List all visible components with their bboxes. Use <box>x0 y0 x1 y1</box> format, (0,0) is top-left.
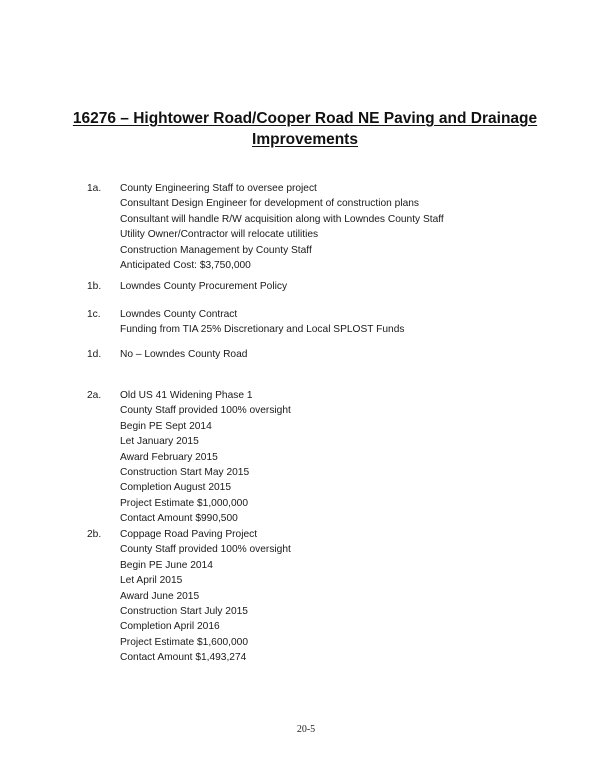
item-line: Award June 2015 <box>120 590 200 602</box>
item-line: Construction Management by County Staff <box>120 244 312 256</box>
item-lines <box>120 388 550 527</box>
item-line: County Staff provided 100% oversight <box>120 405 291 417</box>
item-line: Anticipated Cost: $3,750,000 <box>120 260 251 272</box>
item-line: Old US 41 Widening Phase 1 <box>120 390 253 401</box>
item-lines <box>120 307 550 338</box>
item-line: Award February 2015 <box>120 451 218 463</box>
item-line: Contact Amount $990,500 <box>120 513 238 525</box>
item-number: 2a. <box>87 390 102 401</box>
item-number: 1c. <box>87 309 101 320</box>
item-line: Consultant Design Engineer for development of construction plans <box>120 198 420 210</box>
item-line: Project Estimate $1,600,000 <box>120 636 248 648</box>
item-lines <box>120 279 550 294</box>
item-line: Construction Start May 2015 <box>120 467 250 479</box>
title-line-1: 16276 – Hightower Road/Cooper Road NE Paving and Drainage <box>72 110 538 127</box>
item-line: Lowndes County Contract <box>120 309 238 320</box>
item-number: 1d. <box>87 349 102 360</box>
item-line: Let April 2015 <box>120 575 183 587</box>
document-title <box>60 108 550 150</box>
item-line: Let January 2015 <box>120 436 199 448</box>
title-line-2: Improvements <box>252 131 358 148</box>
item-line: County Staff provided 100% oversight <box>120 544 291 556</box>
item-line: Contact Amount $1,493,274 <box>120 652 247 664</box>
item-line: Coppage Road Paving Project <box>120 529 258 540</box>
item-line: No – Lowndes County Road <box>120 349 248 360</box>
item-line: Begin PE Sept 2014 <box>120 420 212 432</box>
item-lines <box>120 181 550 273</box>
item-line: Project Estimate $1,000,000 <box>120 497 248 509</box>
item-line: Utility Owner/Contractor will relocate utilities <box>120 229 319 241</box>
item-line: Completion April 2016 <box>120 621 220 633</box>
item-line: Consultant will handle R/W acquisition along with Lowndes County Staff <box>120 213 444 225</box>
item-line: Begin PE June 2014 <box>120 559 213 571</box>
item-line: Construction Start July 2015 <box>120 606 248 618</box>
item-lines <box>120 527 550 666</box>
item-number: 1a. <box>87 183 102 194</box>
item-line: Lowndes County Procurement Policy <box>120 281 288 292</box>
item-line: Funding from TIA 25% Discretionary and Local SPLOST Funds <box>120 324 405 336</box>
item-number: 2b. <box>87 529 102 540</box>
page-number: 20-5 <box>296 724 316 735</box>
item-line: County Engineering Staff to oversee project <box>120 183 317 194</box>
item-number: 1b. <box>87 281 102 292</box>
item-lines <box>120 347 550 362</box>
item-line: Completion August 2015 <box>120 482 232 494</box>
